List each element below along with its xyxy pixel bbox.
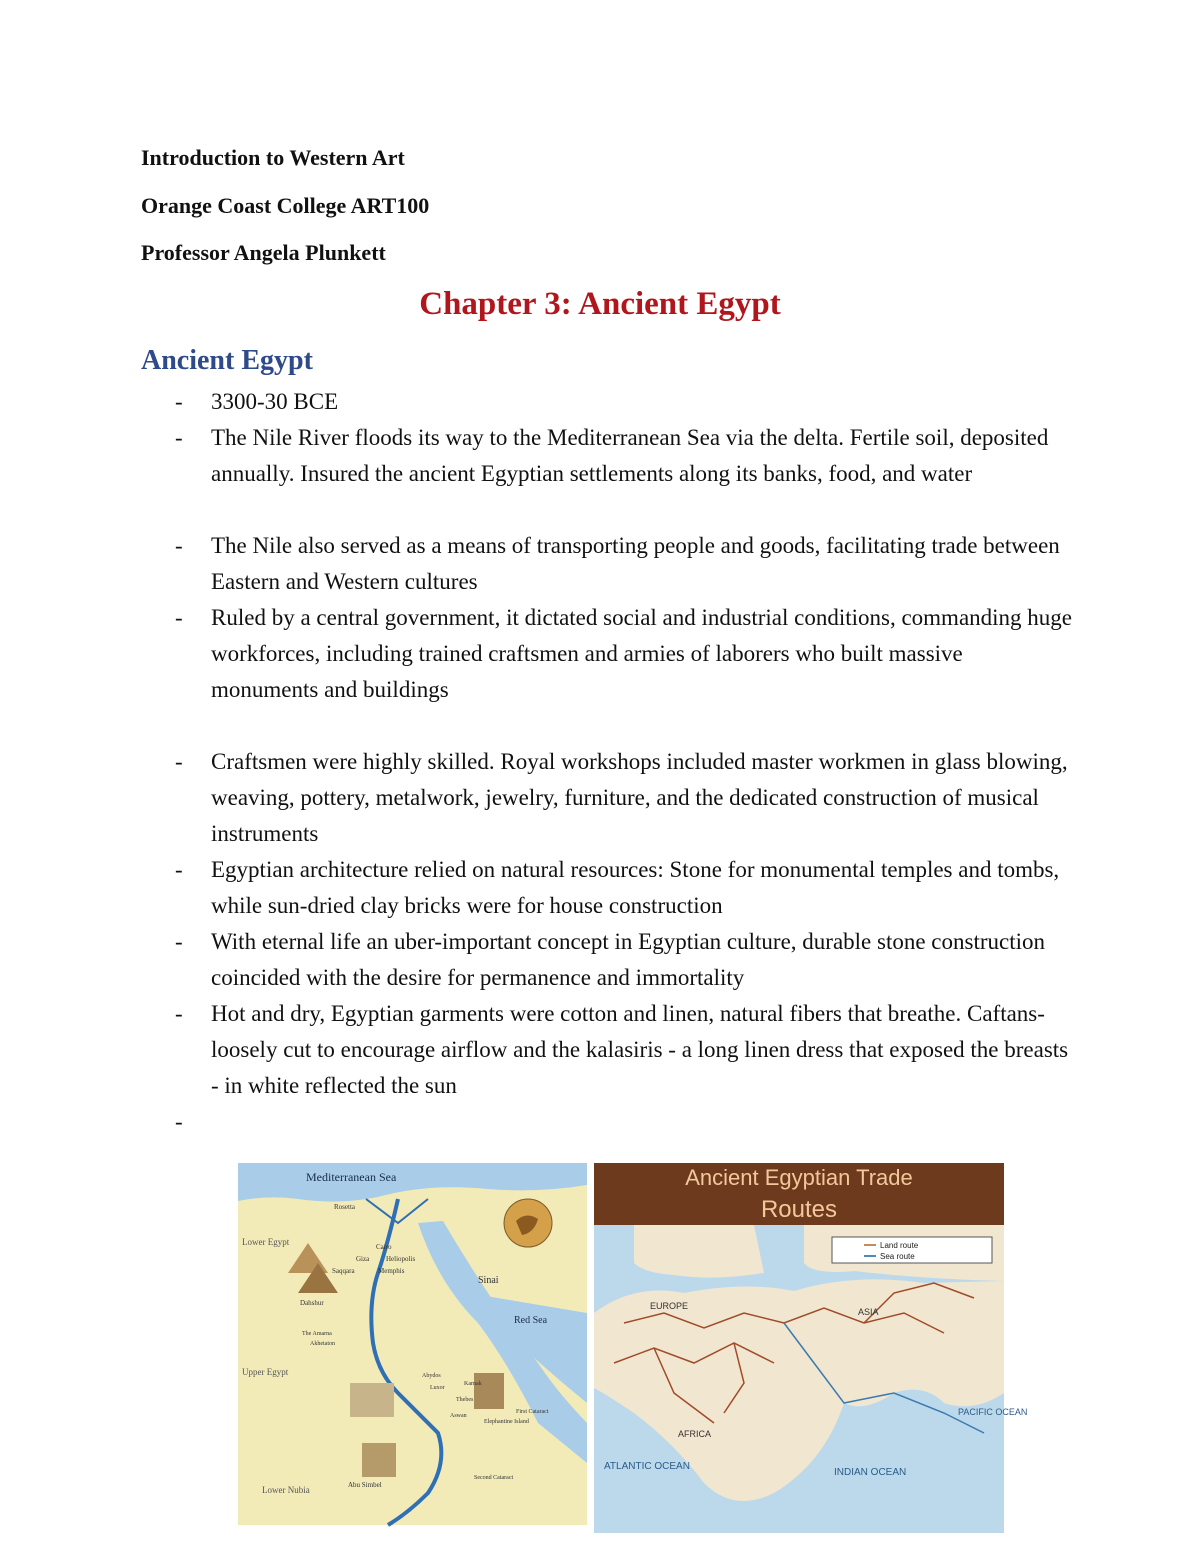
- map-label: Sinai: [478, 1275, 499, 1286]
- list-item: - Hot and dry, Egyptian garments were cotton and linen, natural fibers that breathe. Caftans-loosely cut to encourage airflow and the kalasiris - a long linen dress that exposed the breasts - in white reflected the sun: [175, 996, 1075, 1104]
- trade-title-line1: Ancient Egyptian Trade: [685, 1165, 913, 1190]
- map-label: Luxor: [430, 1385, 445, 1391]
- trade-title-line2: Routes: [760, 1196, 838, 1223]
- list-item: - Craftsmen were highly skilled. Royal workshops included master workmen in glass blowing, weaving, pottery, metalwork, jewelry, furniture, and the dedicated construction of musical instruments: [175, 744, 1075, 852]
- map-label: First Cataract: [516, 1409, 549, 1415]
- section-heading: Ancient Egypt: [141, 345, 313, 376]
- legend-sea-label: Sea route: [880, 1252, 915, 1261]
- chapter-title: Chapter 3: Ancient Egypt: [419, 286, 781, 322]
- sea-label: Mediterranean Sea: [306, 1170, 397, 1184]
- region-label: EUROPE: [650, 1301, 689, 1311]
- map-label: Karnak: [464, 1381, 482, 1387]
- map-label: Red Sea: [514, 1315, 548, 1326]
- map-label: Second Cataract: [474, 1475, 514, 1481]
- list-item: - Ruled by a central government, it dictated social and industrial conditions, commanding huge workforces, including trained craftsmen and armies of laborers who built massive monuments and buildings: [175, 600, 1075, 708]
- map-label: Aswan: [450, 1413, 467, 1419]
- map-label: Abu Simbel: [348, 1481, 382, 1489]
- trade-routes-figure: [594, 1163, 1028, 1533]
- region-label: INDIAN OCEAN: [834, 1467, 907, 1478]
- map-label: Saqqara: [332, 1267, 355, 1275]
- temple-image: [350, 1383, 394, 1417]
- region-label: ATLANTIC OCEAN: [604, 1461, 690, 1472]
- abu-simbel-image: [362, 1443, 396, 1477]
- legend-land-label: Land route: [880, 1241, 919, 1250]
- map-label: Heliopolis: [386, 1255, 416, 1263]
- map-label: Giza: [356, 1255, 370, 1263]
- bullet-list: [175, 384, 1075, 1104]
- list-item: - 3300-30 BCE: [175, 384, 1075, 420]
- map-label: The Amarna: [302, 1331, 332, 1337]
- europe-land: [634, 1225, 764, 1278]
- list-item: - The Nile also served as a means of transporting people and goods, facilitating trade between Eastern and Western cultures: [175, 528, 1075, 600]
- egypt-map-figure: [238, 1163, 587, 1525]
- map-label: Cairo: [376, 1243, 392, 1251]
- map-label: Lower Egypt: [242, 1237, 290, 1247]
- egypt-map: [238, 1163, 587, 1525]
- map-label: Dahshur: [300, 1299, 324, 1307]
- region-label: ASIA: [858, 1307, 879, 1317]
- map-label: Akhetaton: [310, 1341, 335, 1347]
- trade-routes-map: [594, 1163, 1028, 1533]
- course-title: Introduction to Western Art: [141, 145, 405, 170]
- map-label: Lower Nubia: [262, 1485, 310, 1495]
- map-label: Elephantine Island: [484, 1419, 529, 1425]
- professor-name: Professor Angela Plunkett: [141, 240, 386, 265]
- map-label: Abydos: [422, 1373, 441, 1379]
- map-label: Rosetta: [334, 1203, 355, 1211]
- region-label: AFRICA: [678, 1429, 712, 1439]
- list-item: - With eternal life an uber-important concept in Egyptian culture, durable stone construction coincided with the desire for permanence and immortality: [175, 924, 1075, 996]
- region-label: PACIFIC OCEAN: [958, 1407, 1028, 1417]
- list-item: - The Nile River floods its way to the Mediterranean Sea via the delta. Fertile soil, deposited annually. Insured the ancient Egyptian settlements along its banks, food, and water: [175, 420, 1075, 492]
- map-label: Thebes: [456, 1397, 474, 1403]
- map-label: Memphis: [378, 1267, 405, 1275]
- list-item: - Egyptian architecture relied on natural resources: Stone for monumental temples and tombs, while sun-dried clay bricks were for house construction: [175, 852, 1075, 924]
- college-course: Orange Coast College ART100: [141, 193, 430, 218]
- map-label: Upper Egypt: [242, 1367, 289, 1377]
- karnak-image: [474, 1373, 504, 1409]
